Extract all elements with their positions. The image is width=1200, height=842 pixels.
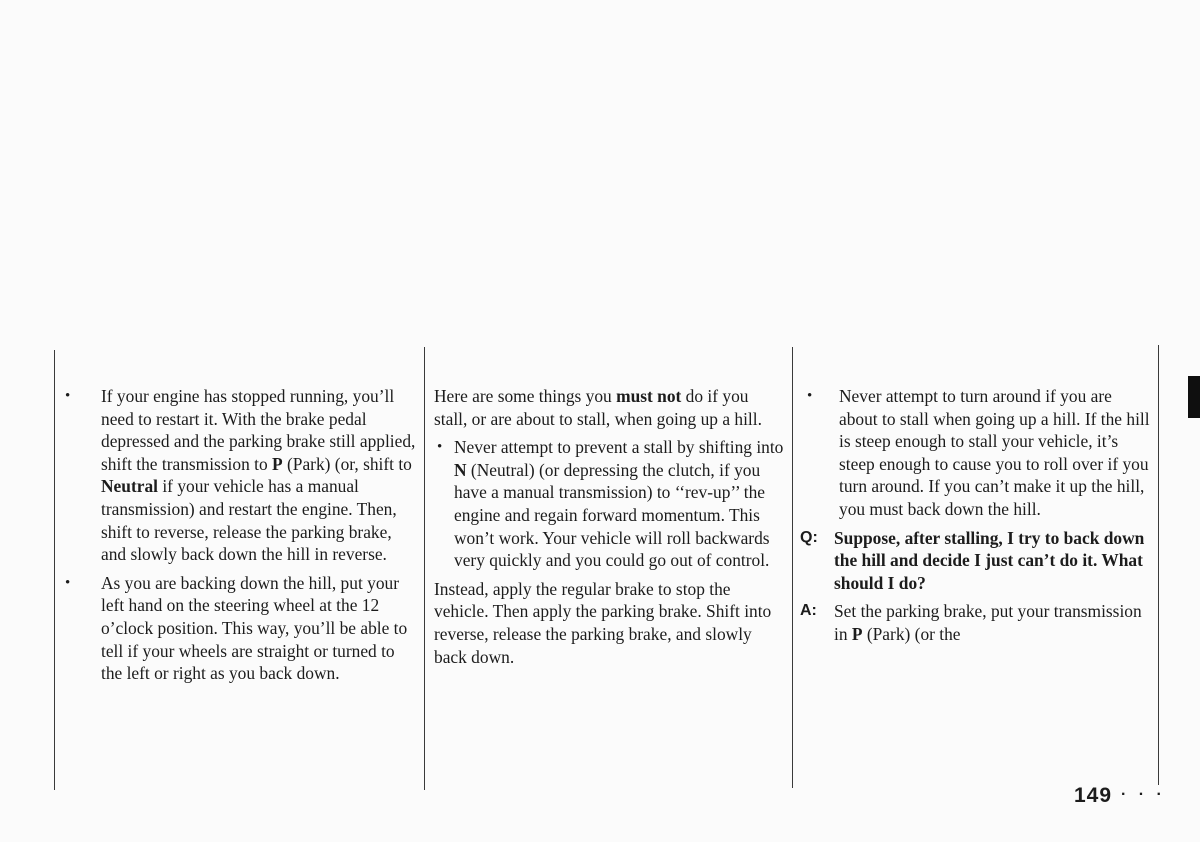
body-text: if your vehicle has a manual transmission) and restart the engine. Then, shift to reverse, release the parking brake, and slowly back down the hill in reverse.: [101, 476, 397, 565]
column-rule-middle-right: [792, 347, 793, 788]
bold-text: must not: [616, 386, 682, 406]
body-text: do if you stall, or are about to stall, when going up a hill.: [434, 386, 762, 429]
body-text: If your engine has stopped running, you’ll need to restart it. With the brake pedal depressed and the parking brake still applied, shift the transmission to: [101, 386, 416, 474]
intro-paragraph: [434, 385, 784, 430]
column-left: [56, 385, 418, 691]
body-text: (Neutral) (or depressing the clutch, if you have a manual transmission) to ‘‘rev-up’’ the engine and regain forward momentum. This won’t work. Your vehicle will roll backwards very quickly and you could go out of control.: [454, 459, 770, 571]
bold-text: Neutral: [101, 476, 158, 497]
answer-label: A:: [800, 602, 817, 620]
answer-block: [798, 600, 1154, 645]
body-text: Here are some things you: [434, 386, 617, 406]
column-right: [798, 385, 1154, 652]
body-text: Set the parking brake, put your transmission in: [834, 601, 1142, 644]
bold-text: P: [851, 623, 863, 644]
page-number: 149: [1074, 784, 1113, 807]
outro-paragraph: Instead, apply the regular brake to stop the vehicle. Then apply the parking brake. Shift into reverse, release the parking brake, and slowly back down.: [434, 578, 772, 667]
right-bullet-list: [798, 385, 1154, 521]
column-rule-right: [1158, 345, 1159, 785]
bullet-icon: •: [65, 574, 71, 591]
middle-bullet-list: [434, 436, 784, 572]
list-item: [56, 385, 418, 566]
column-middle: [434, 385, 784, 674]
list-item: [434, 436, 784, 572]
question-label: Q:: [800, 528, 818, 546]
column-rule-left: [54, 350, 55, 790]
bullet-icon: •: [65, 388, 71, 404]
question-text: Suppose, after stalling, I try to back down the hill and decide I just can’t do it. What should I do?: [834, 527, 1145, 593]
bullet-icon: •: [807, 388, 813, 404]
section-edge-tab: [1188, 376, 1200, 418]
left-bullet-list: [56, 385, 418, 685]
body-text: Never attempt to prevent a stall by shifting into: [454, 437, 784, 458]
answer-text: [834, 601, 1142, 644]
question-block: [798, 527, 1154, 595]
body-text: Never attempt to turn around if you are about to stall when going up a hill. If the hill is steep enough to stall your vehicle, it’s steep enough to cause you to roll over if you turn around. If you can’t make it up the hill, you must back down the hill.: [839, 386, 1150, 519]
bullet-icon: •: [437, 439, 443, 456]
body-text: (Park) (or, shift to: [282, 453, 412, 474]
column-rule-middle-left: [424, 347, 425, 790]
body-text: (Park) (or the: [862, 623, 961, 644]
list-item: [56, 572, 418, 685]
bold-text: N: [454, 459, 467, 480]
body-text: As you are backing down the hill, put your left hand on the steering wheel at the 12 o’clock position. This way, you’ll be able to tell if your wheels are straight or turned to the left or right as you back down.: [101, 572, 408, 684]
bold-text: P: [272, 453, 283, 474]
page-number-dots: · · ·: [1121, 786, 1166, 803]
list-item: [798, 385, 1154, 521]
